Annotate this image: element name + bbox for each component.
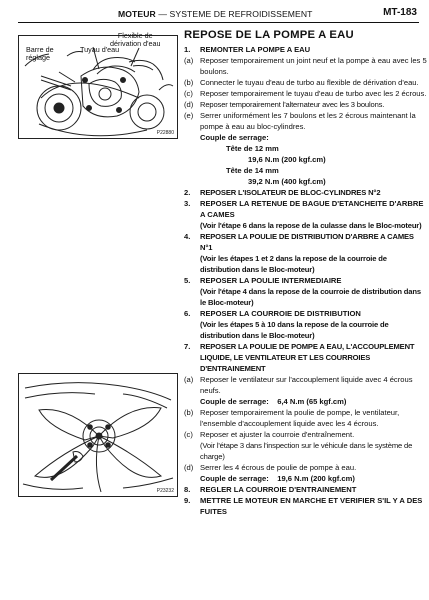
step-9: 9. METTRE LE MOTEUR EN MARCHE ET VERIFIER S'IL Y A DES FUITES bbox=[184, 496, 423, 516]
step-4-note: (Voir les étapes 1 et 2 dans la repose de la courroie de distribution dans le Bloc-moteur) bbox=[200, 254, 387, 274]
step-7b: (b) Reposer temporairement la poulie de pompe, le ventilateur, l'ensemble d'accouplement liquide avec les 4 écrous. bbox=[184, 408, 400, 428]
step-7d: (d) Serrer les 4 écrous de poulie de pompe à eau. bbox=[184, 463, 357, 472]
procedure-column bbox=[184, 29, 428, 517]
figure-fan-coupling bbox=[18, 373, 178, 497]
header-dash: — bbox=[158, 9, 168, 19]
step-1e: (e) Serrer uniformément les 7 boulons et les 2 écrous maintenant la pompe à eau au bloc-cylindres. bbox=[184, 111, 416, 131]
step-1c: (c) Reposer temporairement le tuyau d'eau de turbo avec les 2 écrous. bbox=[184, 89, 427, 98]
step-5-note: (Voir l'étape 4 dans la repose de la courroie de distribution dans le Bloc-moteur) bbox=[200, 287, 421, 307]
callout-water-pipe: Tuyau d'eau bbox=[80, 45, 120, 54]
page-number: MT-183 bbox=[383, 7, 417, 18]
figure1-code: P22880 bbox=[156, 130, 174, 136]
figure2-code: P23232 bbox=[156, 488, 174, 494]
step-5: 5. REPOSER LA POULIE INTERMEDIAIRE bbox=[184, 276, 342, 285]
step-8: 8. REGLER LA COURROIE D'ENTRAINEMENT bbox=[184, 485, 357, 494]
step-7a: (a) Reposer le ventilateur sur l'accouplement liquide avec 4 écrous neufs. bbox=[184, 375, 413, 395]
step-1d: (d) Reposer temporairement l'alternateur avec les 3 boulons. bbox=[184, 100, 385, 109]
step-7c-note: (Voir l'étape 3 dans l'inspection sur le véhicule dans le système de charge) bbox=[200, 441, 413, 461]
callout-adjusting-bar: Barre de réglage bbox=[26, 45, 54, 62]
step-6-note: (Voir les étapes 5 à 10 dans la repose de la courroie de distribution dans le Bloc-moteur) bbox=[200, 320, 389, 340]
step-2: 2. REPOSER L'ISOLATEUR DE BLOC-CYLINDRES N°2 bbox=[184, 188, 381, 197]
step-4: 4. REPOSER LA POULIE DE DISTRIBUTION D'ARBRE A CAMES N°1 bbox=[184, 232, 414, 252]
header-rule bbox=[18, 22, 419, 23]
step-6: 6. REPOSER LA COURROIE DE DISTRIBUTION bbox=[184, 309, 361, 318]
step-1b: (b) Connecter le tuyau d'eau de turbo au flexible de dérivation d'eau. bbox=[184, 78, 419, 87]
callout-bypass-hose: Flexible de dérivation d'eau bbox=[110, 31, 161, 48]
torque-pulley-nuts: Couple de serrage: 19,6 N.m (200 kgf.cm) bbox=[200, 474, 355, 483]
running-header bbox=[118, 9, 313, 19]
torque-value-14: 39,2 N.m (400 kgf.cm) bbox=[248, 177, 326, 186]
step-7: 7. REPOSER LA POULIE DE POMPE A EAU, L'ACCOUPLEMENT LIQUIDE, LE VENTILATEUR ET LES COURROIES D'ENTRAINEMENT bbox=[184, 342, 415, 373]
page-title: REPOSE DE LA POMPE A EAU bbox=[184, 29, 354, 41]
torque-fan-nuts: Couple de serrage: 6,4 N.m (65 kgf.cm) bbox=[200, 397, 347, 406]
step-1a: (a) Reposer temporairement un joint neuf et la pompe à eau avec les 5 boulons. bbox=[184, 56, 427, 76]
torque-head-12: Tête de 12 mm bbox=[226, 144, 279, 153]
fan-illustration bbox=[19, 374, 177, 496]
step-1: 1. REMONTER LA POMPE A EAU bbox=[184, 45, 311, 54]
section-name: MOTEUR bbox=[118, 9, 156, 19]
subsection-name: SYSTEME DE REFROIDISSEMENT bbox=[169, 9, 313, 19]
step-3-note: (Voir l'étape 6 dans la repose de la culasse dans le Bloc-moteur) bbox=[200, 221, 422, 230]
step-3: 3. REPOSER LA RETENUE DE BAGUE D'ETANCHEITE D'ARBRE A CAMES bbox=[184, 199, 424, 219]
torque-head-14: Tête de 14 mm bbox=[226, 166, 279, 175]
torque-value-12: 19,6 N.m (200 kgf.cm) bbox=[248, 155, 326, 164]
step-7c: (c) Reposer et ajuster la courroie d'entraînement. bbox=[184, 430, 355, 439]
torque-heading: Couple de serrage: bbox=[200, 133, 269, 142]
